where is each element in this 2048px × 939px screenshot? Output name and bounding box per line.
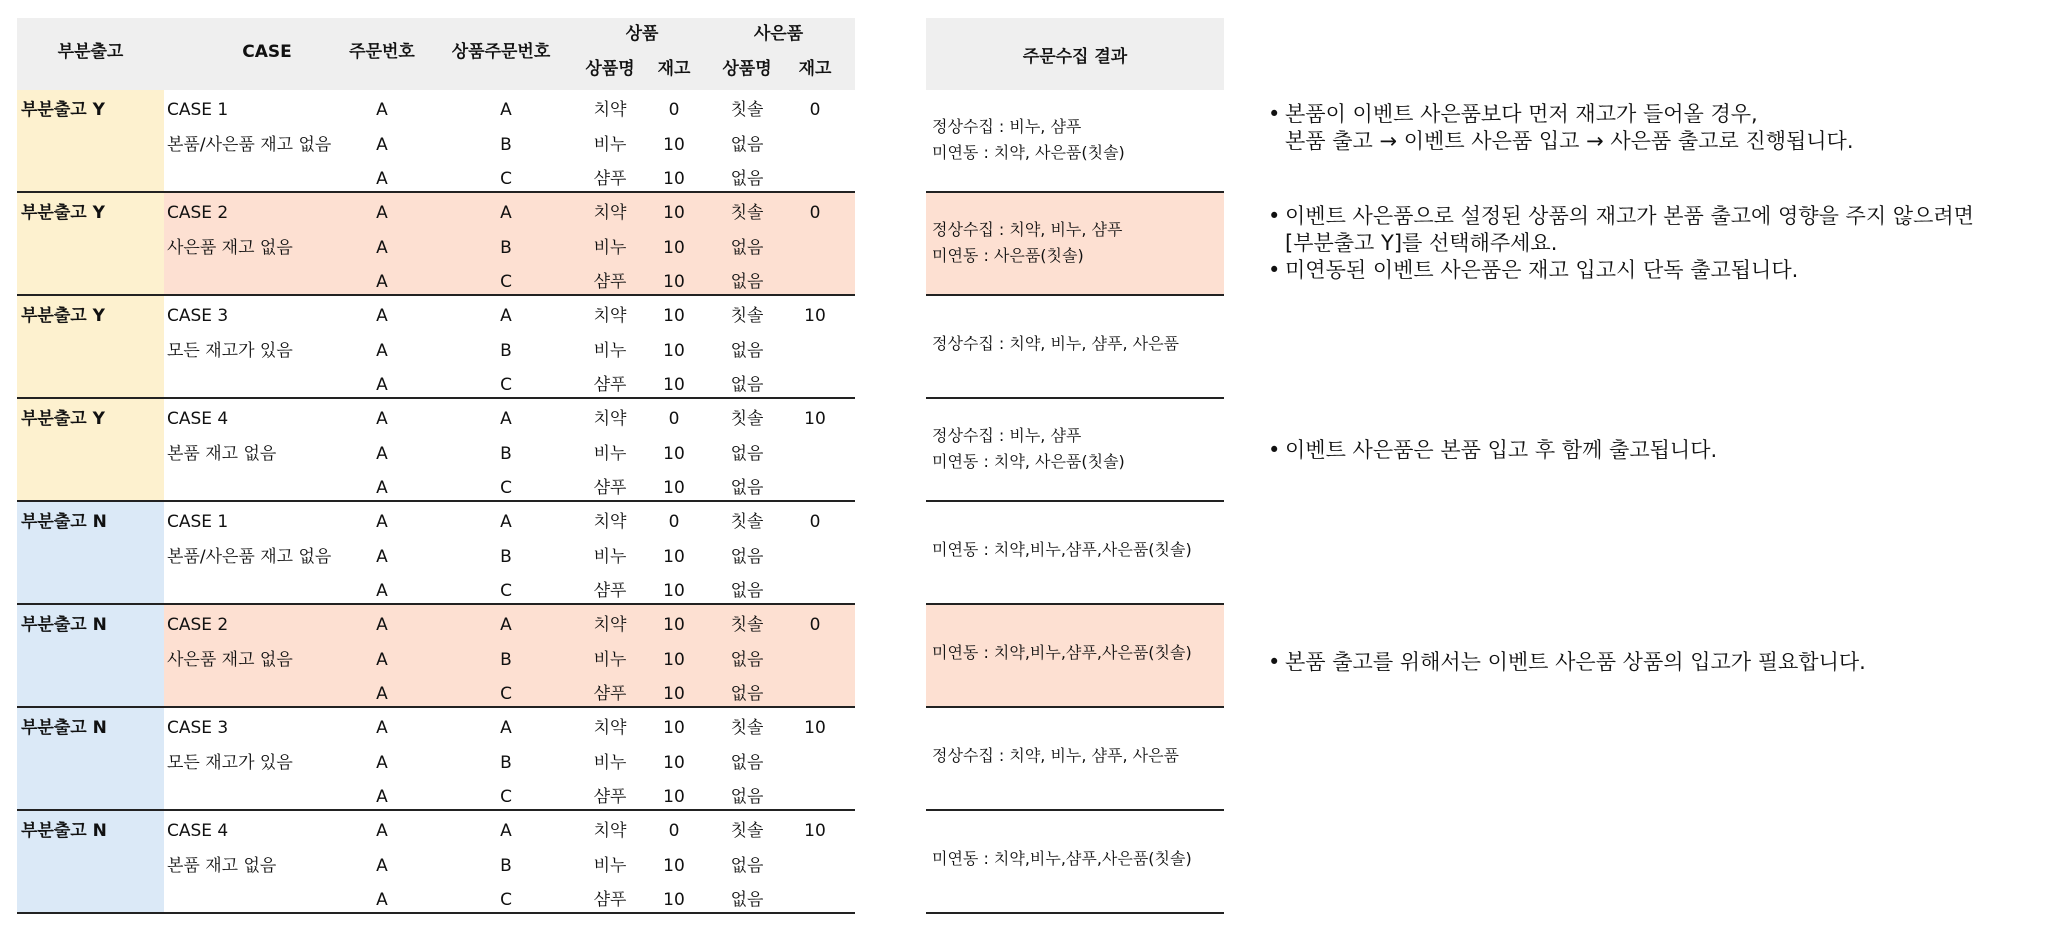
gift-name-cell: 칫솔	[730, 409, 764, 429]
table-row	[17, 299, 855, 333]
gift-name-cell: 칫솔	[730, 821, 764, 841]
case-group	[17, 502, 855, 605]
result-line: 정상수집 : 치약, 비누, 샴푸, 사은품	[932, 746, 1180, 765]
case-cell: 모든 재고가 있음	[167, 341, 293, 361]
item-order-no-cell: B	[500, 856, 512, 876]
product-stock-cell: 0	[668, 821, 680, 841]
product-name-cell: 비누	[593, 238, 627, 258]
result-line: 미연동 : 치약, 사은품(칫솔)	[932, 143, 1125, 162]
item-order-no-cell: C	[500, 169, 512, 189]
item-order-no-cell: C	[500, 787, 512, 807]
table-row	[17, 471, 855, 505]
order-no-cell: A	[376, 821, 388, 841]
table-row	[17, 505, 855, 539]
case-cell: CASE 4	[167, 409, 229, 429]
gift-name-cell: 없음	[730, 375, 764, 395]
gift-stock-cell: 10	[804, 718, 826, 738]
case-cell: CASE 3	[167, 306, 229, 326]
product-name-cell: 비누	[593, 547, 627, 567]
note-line: 이벤트 사은품은 본품 입고 후 함께 출고됩니다.	[1285, 438, 1718, 462]
table-row	[17, 402, 855, 436]
order-no-cell: A	[376, 478, 388, 498]
table-row	[17, 93, 855, 127]
partial-shipment-label: 부분출고 Y	[21, 100, 105, 120]
note-line: 본품 출고 → 이벤트 사은품 입고 → 사은품 출고로 진행됩니다.	[1285, 129, 1854, 153]
header-case: CASE	[242, 42, 292, 62]
gift-name-cell: 칫솔	[730, 718, 764, 738]
product-stock-cell: 10	[663, 581, 685, 601]
gift-name-cell: 칫솔	[730, 615, 764, 635]
note-line: 이벤트 사은품으로 설정된 상품의 재고가 본품 출고에 영향을 주지 않으려면	[1285, 204, 1974, 228]
note-line: 미연동된 이벤트 사은품은 재고 입고시 단독 출고됩니다.	[1285, 258, 1799, 282]
case-group	[17, 708, 855, 811]
table-row	[17, 677, 855, 711]
bullet-icon: •	[1268, 438, 1281, 462]
product-stock-cell: 10	[663, 203, 685, 223]
product-name-cell: 샴푸	[593, 478, 627, 498]
table-row	[17, 780, 855, 814]
gift-stock-cell: 0	[809, 615, 821, 635]
gift-name-cell: 없음	[730, 650, 764, 670]
note-5	[1268, 649, 1866, 676]
result-line: 정상수집 : 비누, 샴푸	[932, 117, 1082, 136]
product-name-cell: 샴푸	[593, 581, 627, 601]
note-line: 본품이 이벤트 사은품보다 먼저 재고가 들어올 경우,	[1285, 102, 1758, 126]
note-2	[1268, 203, 1974, 257]
table-row	[17, 265, 855, 299]
gift-stock-cell: 0	[809, 512, 821, 532]
item-order-no-cell: C	[500, 272, 512, 292]
gift-name-cell: 없음	[730, 169, 764, 189]
gift-name-cell: 없음	[730, 684, 764, 704]
case-cell: 본품 재고 없음	[167, 444, 277, 464]
item-order-no-cell: A	[500, 512, 512, 532]
table-row	[17, 540, 855, 574]
gift-stock-cell: 10	[804, 409, 826, 429]
case-group	[17, 811, 855, 914]
product-name-cell: 치약	[593, 409, 627, 429]
gift-stock-cell: 10	[804, 821, 826, 841]
product-name-cell: 샴푸	[593, 375, 627, 395]
case-cell: 모든 재고가 있음	[167, 753, 293, 773]
partial-shipment-label: 부분출고 N	[21, 512, 107, 532]
product-stock-cell: 10	[663, 306, 685, 326]
header-product: 상품	[625, 24, 659, 44]
item-order-no-cell: B	[500, 341, 512, 361]
product-stock-cell: 10	[663, 615, 685, 635]
header-gift-stock: 재고	[798, 59, 832, 79]
product-name-cell: 치약	[593, 100, 627, 120]
gift-name-cell: 없음	[730, 753, 764, 773]
order-no-cell: A	[376, 890, 388, 910]
header-order-no: 주문번호	[349, 42, 415, 62]
order-no-cell: A	[376, 375, 388, 395]
product-name-cell: 샴푸	[593, 684, 627, 704]
order-no-cell: A	[376, 169, 388, 189]
product-stock-cell: 10	[663, 444, 685, 464]
item-order-no-cell: A	[500, 203, 512, 223]
product-name-cell: 샴푸	[593, 890, 627, 910]
result-cell	[926, 811, 1224, 914]
product-stock-cell: 0	[668, 100, 680, 120]
product-stock-cell: 10	[663, 684, 685, 704]
product-stock-cell: 10	[663, 890, 685, 910]
header-product-name: 상품명	[585, 59, 635, 79]
note-line: 본품 출고를 위해서는 이벤트 사은품 상품의 입고가 필요합니다.	[1285, 650, 1866, 674]
table-row	[17, 128, 855, 162]
case-group	[17, 90, 855, 193]
gift-name-cell: 칫솔	[730, 306, 764, 326]
gift-name-cell: 없음	[730, 272, 764, 292]
result-cell	[926, 296, 1224, 399]
result-cell	[926, 502, 1224, 605]
partial-shipment-label: 부분출고 Y	[21, 306, 105, 326]
case-group	[17, 605, 855, 708]
case-cell: CASE 1	[167, 100, 229, 120]
result-line: 미연동 : 치약,비누,샴푸,사은품(칫솔)	[932, 849, 1192, 868]
order-no-cell: A	[376, 444, 388, 464]
product-name-cell: 비누	[593, 856, 627, 876]
product-name-cell: 치약	[593, 615, 627, 635]
order-no-cell: A	[376, 203, 388, 223]
product-stock-cell: 10	[663, 375, 685, 395]
order-no-cell: A	[376, 718, 388, 738]
result-cell	[926, 193, 1224, 296]
table-row	[17, 643, 855, 677]
order-no-cell: A	[376, 856, 388, 876]
partial-shipment-label: 부분출고 Y	[21, 409, 105, 429]
result-line: 정상수집 : 비누, 샴푸	[932, 426, 1082, 445]
item-order-no-cell: B	[500, 135, 512, 155]
product-name-cell: 비누	[593, 753, 627, 773]
gift-name-cell: 없음	[730, 444, 764, 464]
header-gift-name: 상품명	[722, 59, 772, 79]
table-row	[17, 437, 855, 471]
table-row	[17, 849, 855, 883]
gift-name-cell: 없음	[730, 547, 764, 567]
product-name-cell: 비누	[593, 650, 627, 670]
header-item-order-no: 상품주문번호	[451, 42, 551, 62]
case-cell: CASE 3	[167, 718, 229, 738]
product-name-cell: 비누	[593, 341, 627, 361]
table-row	[17, 814, 855, 848]
product-stock-cell: 10	[663, 238, 685, 258]
order-no-cell: A	[376, 238, 388, 258]
result-cell	[926, 399, 1224, 502]
product-name-cell: 치약	[593, 512, 627, 532]
result-line: 정상수집 : 치약, 비누, 샴푸, 사은품	[932, 334, 1180, 353]
bullet-icon: •	[1268, 102, 1281, 126]
note-4	[1268, 437, 1717, 464]
case-cell: 사은품 재고 없음	[167, 238, 293, 258]
table-row	[17, 368, 855, 402]
order-no-cell: A	[376, 787, 388, 807]
table-body	[17, 90, 855, 914]
case-group	[17, 399, 855, 502]
order-no-cell: A	[376, 306, 388, 326]
table-row	[17, 231, 855, 265]
product-name-cell: 비누	[593, 444, 627, 464]
table-row	[17, 746, 855, 780]
order-no-cell: A	[376, 100, 388, 120]
note-line: [부분출고 Y]를 선택해주세요.	[1285, 231, 1558, 255]
table-row	[17, 883, 855, 917]
case-group	[17, 296, 855, 399]
gift-name-cell: 칫솔	[730, 203, 764, 223]
bullet-icon: •	[1268, 650, 1281, 674]
product-name-cell: 샴푸	[593, 272, 627, 292]
product-name-cell: 치약	[593, 306, 627, 326]
bullet-icon: •	[1268, 204, 1281, 228]
result-line: 미연동 : 사은품(칫솔)	[932, 246, 1084, 265]
partial-shipment-label: 부분출고 N	[21, 821, 107, 841]
item-order-no-cell: B	[500, 547, 512, 567]
gift-name-cell: 없음	[730, 581, 764, 601]
case-cell: CASE 2	[167, 203, 229, 223]
result-line: 정상수집 : 치약, 비누, 샴푸	[932, 220, 1123, 239]
order-no-cell: A	[376, 547, 388, 567]
product-stock-cell: 10	[663, 547, 685, 567]
item-order-no-cell: A	[500, 615, 512, 635]
case-cell: 본품 재고 없음	[167, 856, 277, 876]
table-header	[17, 18, 855, 90]
product-name-cell: 치약	[593, 821, 627, 841]
order-no-cell: A	[376, 135, 388, 155]
gift-name-cell: 칫솔	[730, 512, 764, 532]
item-order-no-cell: B	[500, 238, 512, 258]
result-body	[926, 90, 1224, 914]
result-line: 미연동 : 치약,비누,샴푸,사은품(칫솔)	[932, 643, 1192, 662]
item-order-no-cell: A	[500, 306, 512, 326]
result-line: 미연동 : 치약, 사은품(칫솔)	[932, 452, 1125, 471]
gift-name-cell: 없음	[730, 341, 764, 361]
partial-shipment-label: 부분출고 N	[21, 615, 107, 635]
table-row	[17, 608, 855, 642]
result-cell	[926, 90, 1224, 193]
order-no-cell: A	[376, 615, 388, 635]
table-row	[17, 711, 855, 745]
result-column	[926, 18, 1224, 914]
table-row	[17, 334, 855, 368]
gift-name-cell: 칫솔	[730, 100, 764, 120]
product-stock-cell: 10	[663, 478, 685, 498]
product-stock-cell: 10	[663, 169, 685, 189]
gift-stock-cell: 0	[809, 100, 821, 120]
table-row	[17, 196, 855, 230]
header-partial: 부분출고	[57, 42, 124, 62]
order-no-cell: A	[376, 272, 388, 292]
order-no-cell: A	[376, 684, 388, 704]
result-cell	[926, 708, 1224, 811]
case-cell: CASE 2	[167, 615, 229, 635]
product-stock-cell: 0	[668, 409, 680, 429]
order-no-cell: A	[376, 581, 388, 601]
order-no-cell: A	[376, 650, 388, 670]
product-stock-cell: 10	[663, 341, 685, 361]
note-1	[1268, 101, 1854, 155]
gift-name-cell: 없음	[730, 787, 764, 807]
case-cell: CASE 4	[167, 821, 229, 841]
product-stock-cell: 0	[668, 512, 680, 532]
product-stock-cell: 10	[663, 135, 685, 155]
gift-name-cell: 없음	[730, 238, 764, 258]
partial-shipment-table	[17, 18, 855, 914]
gift-name-cell: 없음	[730, 856, 764, 876]
item-order-no-cell: B	[500, 650, 512, 670]
item-order-no-cell: A	[500, 100, 512, 120]
gift-stock-cell: 0	[809, 203, 821, 223]
case-cell: 본품/사은품 재고 없음	[167, 547, 332, 567]
bullet-icon: •	[1268, 258, 1281, 282]
result-header: 주문수집 결과	[926, 18, 1224, 90]
product-stock-cell: 10	[663, 718, 685, 738]
product-stock-cell: 10	[663, 856, 685, 876]
gift-stock-cell: 10	[804, 306, 826, 326]
order-no-cell: A	[376, 341, 388, 361]
header-gift: 사은품	[753, 24, 804, 44]
table-row	[17, 162, 855, 196]
result-line: 미연동 : 치약,비누,샴푸,사은품(칫솔)	[932, 540, 1192, 559]
order-no-cell: A	[376, 512, 388, 532]
gift-name-cell: 없음	[730, 135, 764, 155]
item-order-no-cell: B	[500, 444, 512, 464]
product-name-cell: 비누	[593, 135, 627, 155]
case-group	[17, 193, 855, 296]
product-stock-cell: 10	[663, 753, 685, 773]
product-stock-cell: 10	[663, 272, 685, 292]
note-3	[1268, 257, 1798, 284]
result-cell	[926, 605, 1224, 708]
gift-name-cell: 없음	[730, 890, 764, 910]
partial-shipment-label: 부분출고 Y	[21, 203, 105, 223]
item-order-no-cell: A	[500, 409, 512, 429]
product-name-cell: 치약	[593, 718, 627, 738]
table-row	[17, 574, 855, 608]
order-no-cell: A	[376, 409, 388, 429]
header-product-stock: 재고	[657, 59, 691, 79]
product-stock-cell: 10	[663, 650, 685, 670]
product-name-cell: 치약	[593, 203, 627, 223]
order-no-cell: A	[376, 753, 388, 773]
product-stock-cell: 10	[663, 787, 685, 807]
item-order-no-cell: C	[500, 890, 512, 910]
case-cell: CASE 1	[167, 512, 229, 532]
item-order-no-cell: C	[500, 375, 512, 395]
item-order-no-cell: C	[500, 684, 512, 704]
product-name-cell: 샴푸	[593, 169, 627, 189]
case-cell: 본품/사은품 재고 없음	[167, 135, 332, 155]
item-order-no-cell: C	[500, 478, 512, 498]
item-order-no-cell: A	[500, 718, 512, 738]
gift-name-cell: 없음	[730, 478, 764, 498]
item-order-no-cell: A	[500, 821, 512, 841]
item-order-no-cell: C	[500, 581, 512, 601]
item-order-no-cell: B	[500, 753, 512, 773]
product-name-cell: 샴푸	[593, 787, 627, 807]
partial-shipment-label: 부분출고 N	[21, 718, 107, 738]
case-cell: 사은품 재고 없음	[167, 650, 293, 670]
